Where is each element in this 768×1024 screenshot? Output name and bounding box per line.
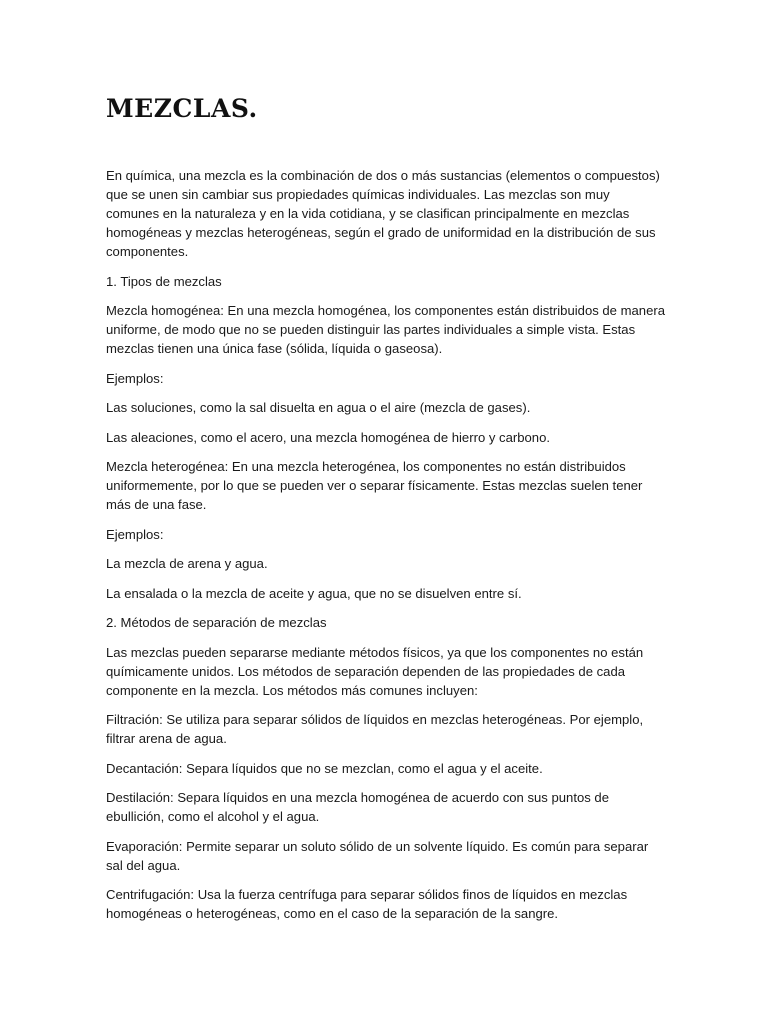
paragraph-mezcla-heterogenea: Mezcla heterogénea: En una mezcla heterogénea, los componentes no están distribuidos uniformemente, por lo que se pueden ver o separar físicamente. Estas mezclas suelen tener más de una fase. [106,459,643,512]
example-item: Las aleaciones, como el acero, una mezcla homogénea de hierro y carbono. [106,429,550,445]
example-item: La ensalada o la mezcla de aceite y agua, que no se disuelven entre sí. [106,585,522,601]
document-body [106,166,666,934]
method-decantacion: Decantación: Separa líquidos que no se mezclan, como el agua y el aceite. [106,760,543,776]
section-heading-metodos: 2. Métodos de separación de mezclas [106,615,327,630]
method-filtracion: Filtración: Se utiliza para separar sólidos de líquidos en mezclas heterogéneas. Por ejemplo, filtrar arena de agua. [106,712,644,746]
paragraph-metodos-intro: Las mezclas pueden separarse mediante métodos físicos, ya que los componentes no están químicamente unidos. Los métodos de separación dependen de las propiedades de cada componente en la mezcla. Los métodos más comunes incluyen: [106,644,644,698]
paragraph-mezcla-homogenea: Mezcla homogénea: En una mezcla homogénea, los componentes están distribuidos de manera uniforme, de modo que no se pueden distinguir las partes individuales a simple vista. Estas mezclas tienen una única fase (sólida, líquida o gaseosa). [106,303,666,356]
section-heading-tipos: 1. Tipos de mezclas [106,273,222,289]
document-title: MEZCLAS. [106,94,258,123]
example-item: Las soluciones, como la sal disuelta en agua o el aire (mezcla de gases). [106,400,531,415]
examples-label: Ejemplos: [106,370,164,386]
method-destilacion: Destilación: Separa líquidos en una mezcla homogénea de acuerdo con sus puntos de ebullición, como el alcohol y el agua. [106,790,609,824]
example-item: La mezcla de arena y agua. [106,556,268,571]
examples-label: Ejemplos: [106,526,164,542]
intro-paragraph: En química, una mezcla es la combinación de dos o más sustancias (elementos o compuestos) que se unen sin cambiar sus propiedades químicas individuales. Las mezclas son muy comunes en la naturaleza y en la vida cotidiana, y se clasifican principalmente en mezclas homogéneas y mezclas heterogéneas, según el grado de uniformidad en la distribución de sus componentes. [106,168,660,259]
method-evaporacion: Evaporación: Permite separar un soluto sólido de un solvente líquido. Es común para separar sal del agua. [106,838,649,873]
method-centrifugacion: Centrifugación: Usa la fuerza centrífuga para separar sólidos finos de líquidos en mezclas homogéneas o heterogéneas, como en el caso de la separación de la sangre. [106,887,628,921]
